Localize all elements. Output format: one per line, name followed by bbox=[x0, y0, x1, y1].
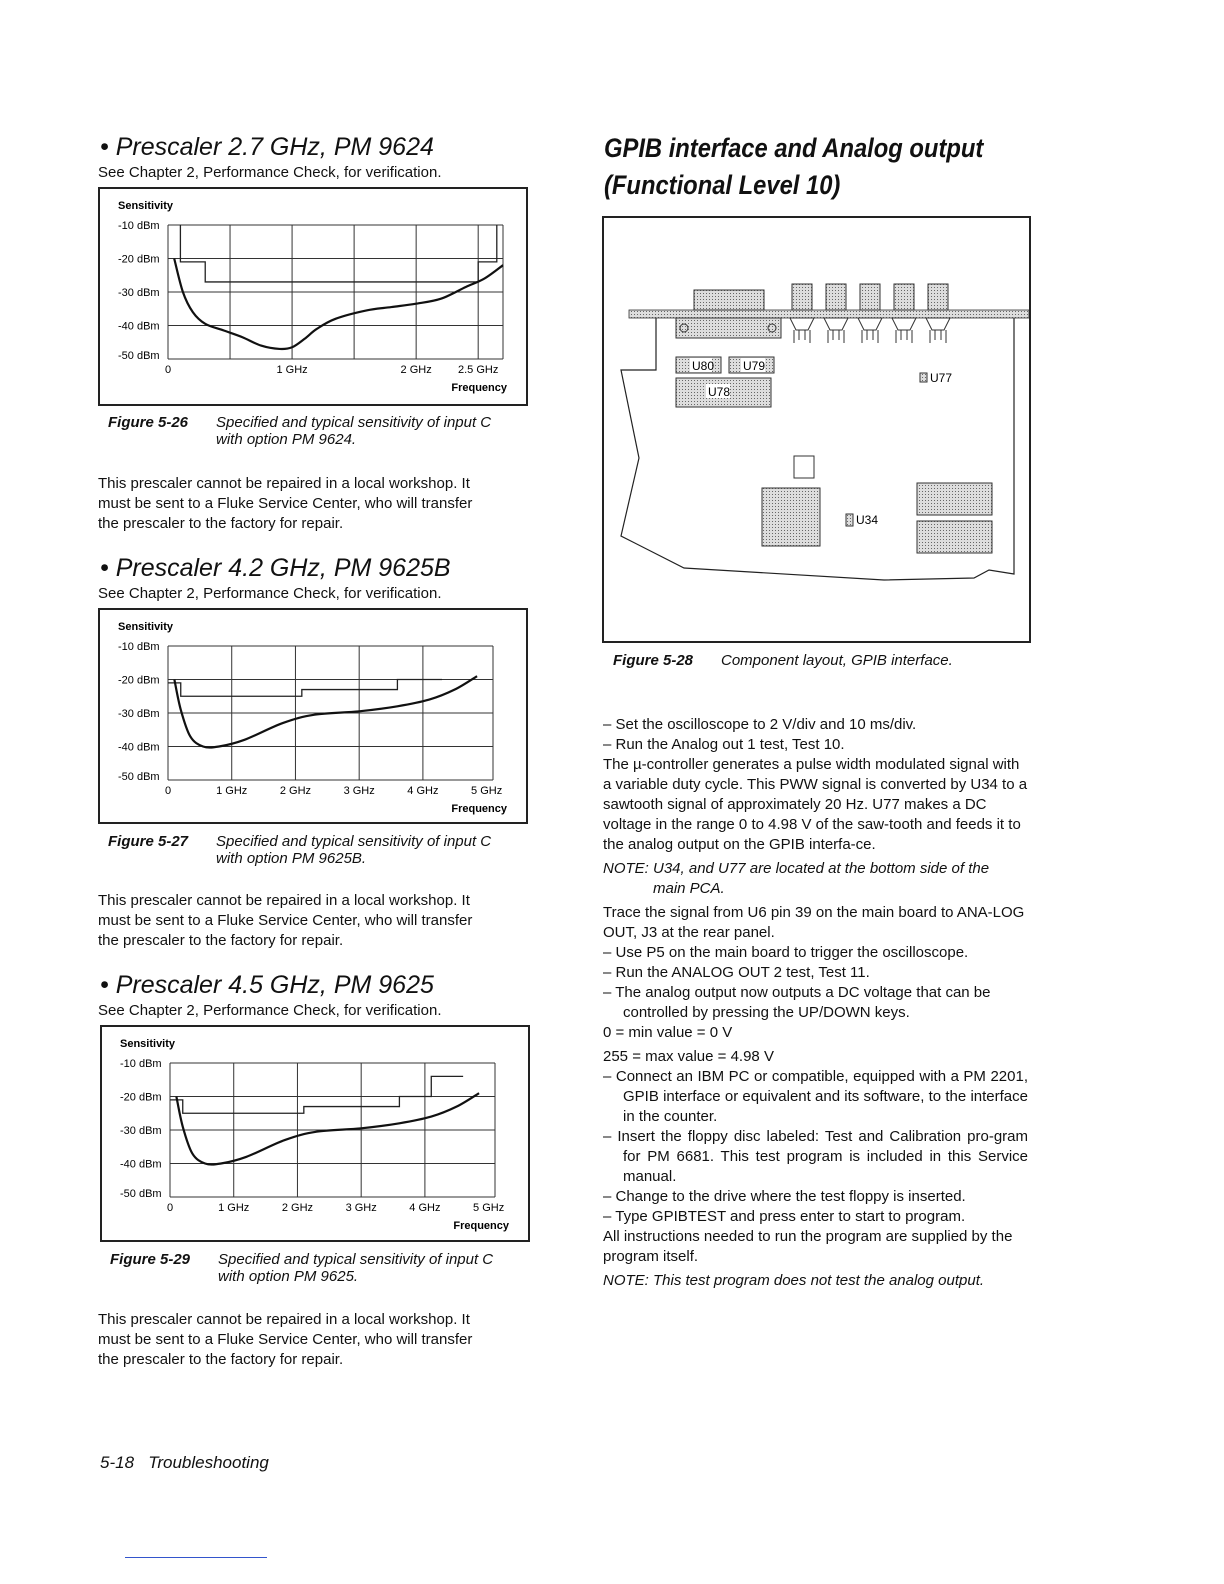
y-tick-label: -30 dBm bbox=[118, 287, 160, 299]
sensitivity-chart-pm9624 bbox=[98, 187, 528, 406]
figure-number: Figure 5-26 bbox=[108, 414, 189, 431]
x-tick-label: 2.5 GHz bbox=[458, 364, 499, 376]
y-tick-label: -50 dBm bbox=[118, 771, 160, 783]
sensitivity-chart-pm9625b bbox=[98, 608, 528, 824]
bnc-pins bbox=[824, 318, 848, 343]
chip-u34 bbox=[846, 513, 878, 527]
x-tick-label: 5 GHz bbox=[473, 1202, 505, 1214]
divider bbox=[125, 1557, 267, 1558]
paragraph: All instructions needed to run the program are supplied by the program itself. bbox=[603, 1228, 1013, 1265]
paragraph bbox=[98, 891, 518, 951]
step: – The analog output now outputs a DC voltage that can be controlled by pressing the UP/DOWN keys. bbox=[603, 984, 991, 1021]
y-tick-label: -10 dBm bbox=[118, 220, 160, 232]
x-tick-label: 2 GHz bbox=[279, 785, 312, 797]
x-tick-label: 4 GHz bbox=[409, 1202, 441, 1214]
series-specified-sensitivity bbox=[180, 225, 496, 282]
page-number: 5-18 bbox=[100, 1453, 135, 1472]
bnc-pins bbox=[892, 318, 916, 343]
figure-number: Figure 5-28 bbox=[613, 652, 694, 669]
y-tick-label: -40 dBm bbox=[118, 320, 160, 333]
y-tick-label: -20 dBm bbox=[118, 253, 160, 266]
section-heading: • Prescaler 2.7 GHz, PM 9624 bbox=[100, 133, 434, 161]
y-tick-label: -30 dBm bbox=[118, 708, 160, 720]
chip-u80 bbox=[676, 357, 721, 373]
caption-text: Specified and typical sensitivity of input C bbox=[218, 1251, 494, 1268]
label-u34: U34 bbox=[856, 513, 879, 527]
paragraph bbox=[98, 1310, 518, 1370]
caption-text: Specified and typical sensitivity of input C bbox=[216, 833, 492, 850]
text-line: This prescaler cannot be repaired in a local workshop. It bbox=[98, 1311, 470, 1328]
text-line: the prescaler to the factory for repair. bbox=[98, 1351, 344, 1368]
x-tick-label: 3 GHz bbox=[343, 785, 375, 797]
label-u77: U77 bbox=[930, 371, 953, 385]
note: NOTE: This test program does not test the analog output. bbox=[603, 1272, 985, 1289]
x-tick-label: 5 GHz bbox=[471, 785, 503, 797]
series-typical-sensitivity bbox=[176, 1093, 479, 1164]
text-line: must be sent to a Fluke Service Center, who will transfer bbox=[98, 912, 473, 929]
caption-text: with option PM 9624. bbox=[216, 431, 357, 448]
figure-caption bbox=[613, 652, 953, 669]
bnc-pins bbox=[926, 318, 950, 343]
chip-u78 bbox=[676, 378, 771, 407]
paragraph: Trace the signal from U6 pin 39 on the main board to ANA-LOG OUT, J3 at the rear panel. bbox=[603, 904, 1025, 941]
y-tick-label: -10 dBm bbox=[118, 641, 160, 653]
step: – Set the oscilloscope to 2 V/div and 10 ms/div. bbox=[603, 716, 917, 733]
section-subtitle: See Chapter 2, Performance Check, for verification. bbox=[98, 585, 442, 602]
section-name: Troubleshooting bbox=[148, 1453, 269, 1472]
caption-text: Specified and typical sensitivity of input C bbox=[216, 414, 492, 431]
pcb-edge bbox=[629, 310, 1029, 318]
value-line: 0 = min value = 0 V bbox=[603, 1024, 733, 1041]
chart-title: Sensitivity bbox=[120, 1038, 176, 1050]
note: NOTE: U34, and U77 are located at the bottom side of the bbox=[603, 860, 990, 877]
y-tick-label: -10 dBm bbox=[120, 1058, 162, 1070]
step: – Change to the drive where the test floppy is inserted. bbox=[603, 1188, 966, 1205]
text-line: This prescaler cannot be repaired in a local workshop. It bbox=[98, 892, 470, 909]
value-line: 255 = max value = 4.98 V bbox=[603, 1048, 774, 1065]
bnc-connector bbox=[894, 284, 914, 310]
series-typical-sensitivity bbox=[174, 676, 477, 747]
page-footer bbox=[100, 1453, 269, 1473]
chip-u77 bbox=[920, 371, 952, 385]
figure-caption bbox=[108, 414, 491, 448]
section-subtitle: See Chapter 2, Performance Check, for verification. bbox=[98, 164, 442, 181]
bnc-pins bbox=[858, 318, 882, 343]
procedure-text bbox=[603, 715, 1028, 1291]
x-tick-label: 1 GHz bbox=[216, 785, 248, 797]
section-heading: • Prescaler 4.2 GHz, PM 9625B bbox=[100, 554, 451, 582]
x-tick-label: 1 GHz bbox=[218, 1202, 250, 1214]
memory-chips bbox=[917, 483, 992, 553]
bnc-connector bbox=[928, 284, 948, 310]
y-tick-label: -40 dBm bbox=[120, 1158, 162, 1171]
bnc-connector bbox=[826, 284, 846, 310]
y-tick-label: -20 dBm bbox=[120, 1091, 162, 1104]
right-heading bbox=[604, 130, 983, 204]
y-tick-label: -50 dBm bbox=[120, 1188, 162, 1200]
heading-line: (Functional Level 10) bbox=[604, 170, 841, 200]
series-typical-sensitivity bbox=[174, 259, 503, 350]
caption-text: with option PM 9625. bbox=[218, 1268, 359, 1285]
paragraph: The µ-controller generates a pulse width modulated signal with a variable duty cycle. This PWW signal is converted by U34 to a sawtooth signal of approximately 20 Hz. U77 makes a DC voltage in the range 0 to 4.98 V of the saw-tooth and feeds it to the analog output on the GPIB interfa-ce. bbox=[603, 756, 1028, 853]
x-axis-label: Frequency bbox=[453, 1220, 509, 1232]
heading-line: GPIB interface and Analog output bbox=[604, 133, 984, 163]
label-u80: U80 bbox=[692, 359, 715, 373]
label-u78: U78 bbox=[708, 385, 731, 399]
processor-chip bbox=[762, 488, 820, 546]
y-tick-label: -50 dBm bbox=[118, 350, 160, 362]
step: – Insert the floppy disc labeled: Test and Calibration pro-gram for PM 6681. This test program is included in this Service manual. bbox=[603, 1128, 1028, 1185]
section-heading: • Prescaler 4.5 GHz, PM 9625 bbox=[100, 971, 434, 999]
y-tick-label: -20 dBm bbox=[118, 674, 160, 687]
x-tick-label: 0 bbox=[164, 785, 172, 797]
section-subtitle: See Chapter 2, Performance Check, for verification. bbox=[98, 1002, 442, 1019]
step: – Run the Analog out 1 test, Test 10. bbox=[603, 736, 845, 753]
y-tick-label: -30 dBm bbox=[120, 1125, 162, 1137]
note: main PCA. bbox=[653, 880, 725, 897]
bnc-connector bbox=[860, 284, 880, 310]
caption-text: with option PM 9625B. bbox=[216, 850, 367, 867]
x-tick-label: 3 GHz bbox=[345, 1202, 377, 1214]
chart-title: Sensitivity bbox=[118, 200, 174, 212]
label-u79: U79 bbox=[743, 359, 766, 373]
sensitivity-chart-pm9625 bbox=[100, 1025, 530, 1242]
text-line: This prescaler cannot be repaired in a local workshop. It bbox=[98, 475, 470, 492]
bnc-pins bbox=[790, 318, 814, 343]
bnc-connector bbox=[792, 284, 812, 310]
x-tick-label: 0 bbox=[166, 1202, 174, 1214]
caption-text: Component layout, GPIB interface. bbox=[721, 652, 953, 669]
chip-u79 bbox=[729, 357, 774, 373]
series-specified-sensitivity bbox=[170, 1076, 463, 1113]
chart-title: Sensitivity bbox=[118, 621, 174, 633]
x-tick-label: 1 GHz bbox=[276, 364, 308, 376]
text-line: the prescaler to the factory for repair. bbox=[98, 515, 344, 532]
text-line: must be sent to a Fluke Service Center, who will transfer bbox=[98, 1331, 473, 1348]
text-line: must be sent to a Fluke Service Center, who will transfer bbox=[98, 495, 473, 512]
step: – Type GPIBTEST and press enter to start to program. bbox=[603, 1208, 966, 1225]
x-axis-label: Frequency bbox=[451, 382, 507, 394]
x-tick-label: 2 GHz bbox=[281, 1202, 314, 1214]
y-tick-label: -40 dBm bbox=[118, 741, 160, 754]
paragraph bbox=[98, 474, 518, 534]
x-tick-label: 2 GHz bbox=[400, 364, 432, 376]
text-line: the prescaler to the factory for repair. bbox=[98, 932, 344, 949]
step: – Connect an IBM PC or compatible, equipped with a PM 2201, GPIB interface or equivalent and its software, to the interface in the counter. bbox=[603, 1068, 1028, 1125]
crystal bbox=[794, 456, 814, 478]
x-axis-label: Frequency bbox=[451, 803, 507, 815]
gpib-component-layout-diagram bbox=[602, 216, 1031, 643]
figure-caption bbox=[110, 1251, 493, 1285]
figure-number: Figure 5-27 bbox=[108, 833, 189, 850]
figure-number: Figure 5-29 bbox=[110, 1251, 191, 1268]
step: – Run the ANALOG OUT 2 test, Test 11. bbox=[603, 964, 870, 981]
x-tick-label: 4 GHz bbox=[407, 785, 439, 797]
step: – Use P5 on the main board to trigger the oscilloscope. bbox=[603, 944, 969, 961]
figure-caption bbox=[108, 833, 491, 867]
series-specified-sensitivity bbox=[168, 680, 442, 697]
x-tick-label: 0 bbox=[164, 364, 172, 376]
